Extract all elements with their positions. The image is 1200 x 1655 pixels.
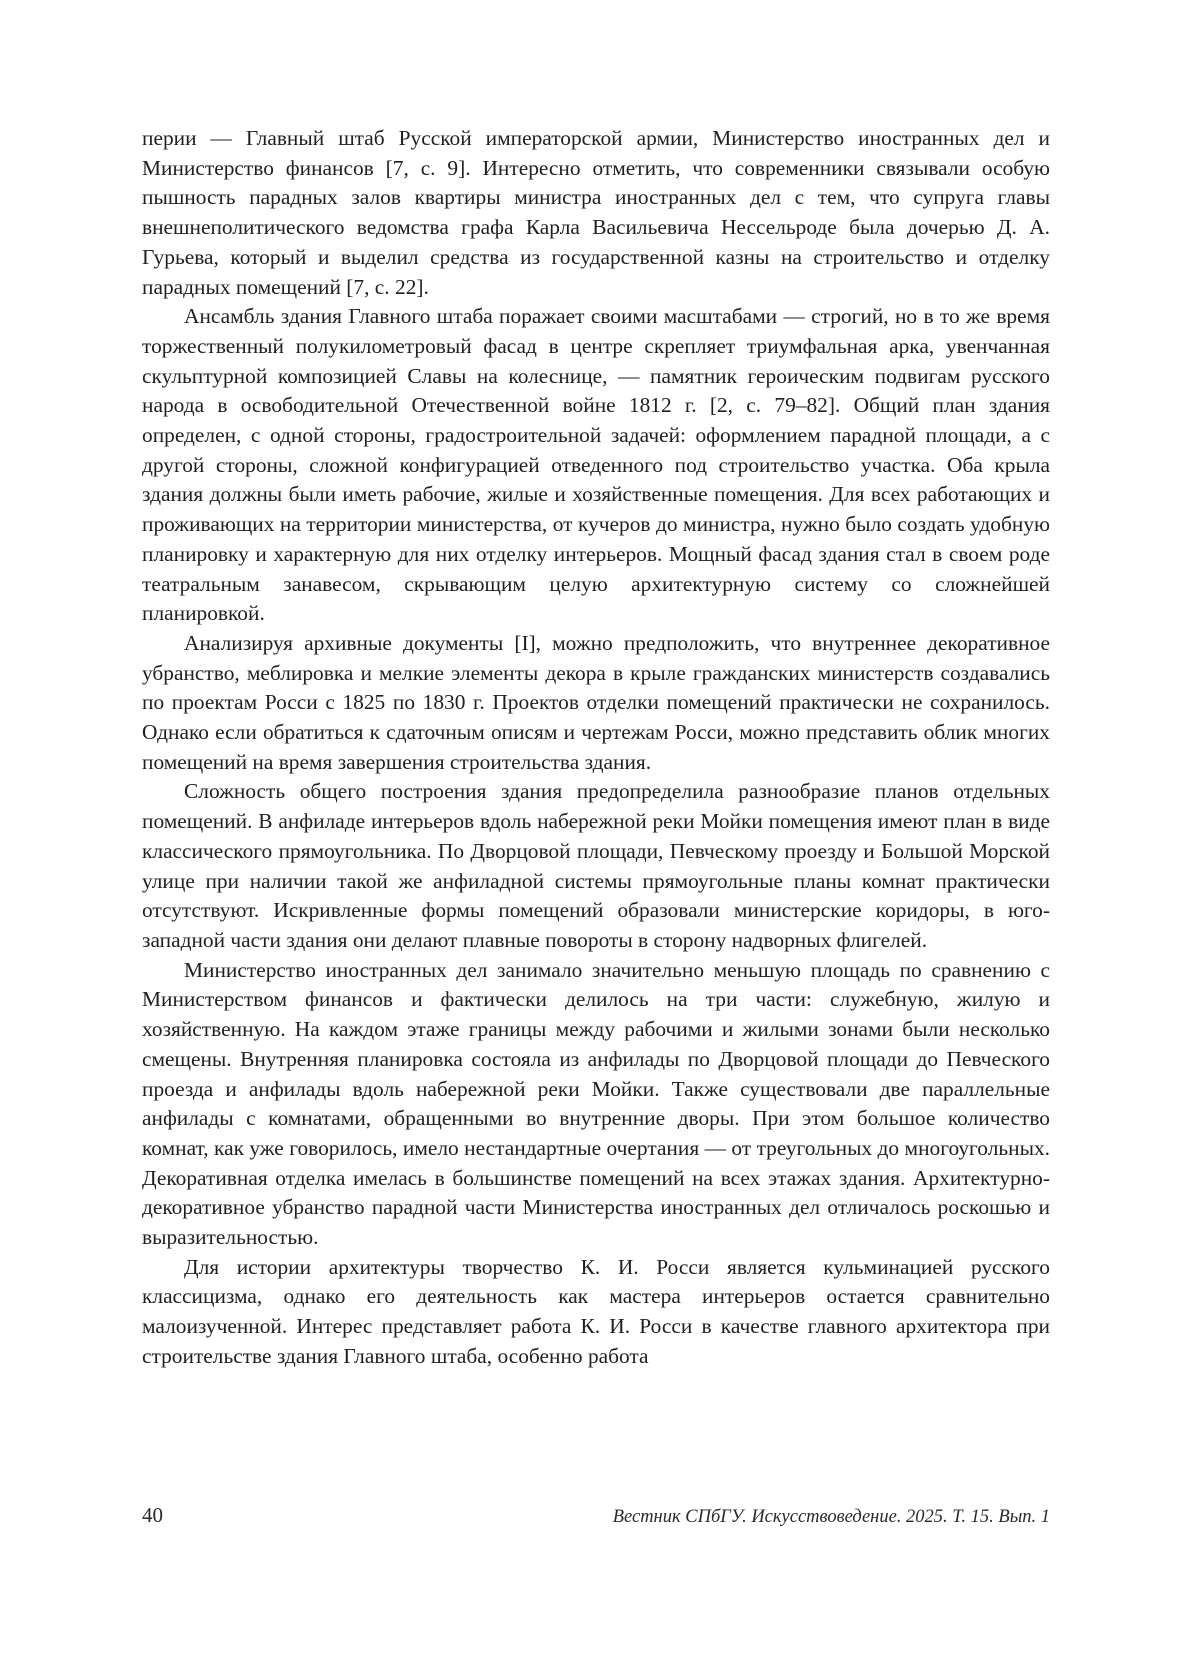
paragraph-4: Сложность общего построения здания предопределила разнообразие планов отдельных помещений. В анфиладе интерьеров вдоль набережной реки Мойки помещения имеют план в виде классического прямоугольника. По Дворцовой площади, Певческому проезду и Большой Морской улице при наличии такой же анфиладной системы прямоугольные планы комнат практически отсутствуют. Искривленные формы помещений образовали министерские коридоры, в юго-западной части здания они делают плавные повороты в сторону надворных флигелей.	[142, 779, 1050, 952]
article-body	[142, 124, 1050, 1372]
paragraph-6: Для истории архитектуры творчество К. И. Росси является кульминацией русского классицизма, однако его деятельность как мастера интерьеров остается сравнительно малоизученной. Интерес представляет работа К. И. Росси в качестве главного архитектора при строительстве здания Главного штаба, особенно работа	[142, 1254, 1050, 1368]
paragraph-5: Министерство иностранных дел занимало значительно меньшую площадь по сравнению с Министерством финансов и фактически делилось на три части: служебную, жилую и хозяйственную. На каждом этаже границы между рабочими и жилыми зонами были несколько смещены. Внутренняя планировка состояла из анфилады по Дворцовой площади до Певческого проезда и анфилады вдоль набережной реки Мойки. Также существовали две параллельные анфилады с комнатами, обращенными во внутренние дворы. При этом большое количество комнат, как уже говорилось, имело нестандартные очертания — от треугольных до многоугольных. Декоративная отделка имелась в большинстве помещений на всех этажах здания. Архитектурно-декоративное убранство парадной части Министерства иностранных дел отличалось роскошью и выразительностью.	[142, 957, 1050, 1250]
page-number: 40	[142, 1503, 163, 1527]
paragraph-3: Анализируя архивные документы [I], можно предположить, что внутреннее декоративное убранство, меблировка и мелкие элементы декора в крыле гражданских министерств создавались по проектам Росси с 1825 по 1830 г. Проектов отделки помещений практически не сохранилось. Однако если обратиться к сдаточным описям и чертежам Росси, можно представить облик многих помещений на время завершения строительства здания.	[142, 630, 1050, 774]
paragraph-1: перии — Главный штаб Русской императорской армии, Министерство иностранных дел и Министерство финансов [7, с. 9]. Интересно отметить, что современники связывали особую пышность парадных залов квартиры министра иностранных дел с тем, что супруга главы внешнеполитического ведомства графа Карла Васильевича Нессельроде была дочерью Д. А. Гурьева, который и выделил средства из государственной казны на строительство и отделку парадных помещений [7, с. 22].	[142, 126, 1050, 299]
journal-running-footer: Вестник СПбГУ. Искусствоведение. 2025. Т. 15. Вып. 1	[612, 1507, 1050, 1527]
page-footer	[142, 1500, 1050, 1530]
paragraph-2: Ансамбль здания Главного штаба поражает своими масштабами — строгий, но в то же время торжественный полукилометровый фасад в центре скрепляет триумфальная арка, увенчанная скульптурной композицией Славы на колеснице, — памятник героическим подвигам русского народа в освободительной Отечественной войне 1812 г. [2, с. 79–82]. Общий план здания определен, с одной стороны, градостроительной задачей: оформлением парадной площади, а с другой стороны, сложной конфигурацией отведенного под строительство участка. Оба крыла здания должны были иметь рабочие, жилые и хозяйственные помещения. Для всех работающих и проживающих на территории министерства, от кучеров до министра, нужно было создать удобную планировку и характерную для них отделку интерьеров. Мощный фасад здания стал в своем роде театральным занавесом, скрывающим целую архитектурную систему со сложнейшей планировкой.	[142, 304, 1050, 626]
